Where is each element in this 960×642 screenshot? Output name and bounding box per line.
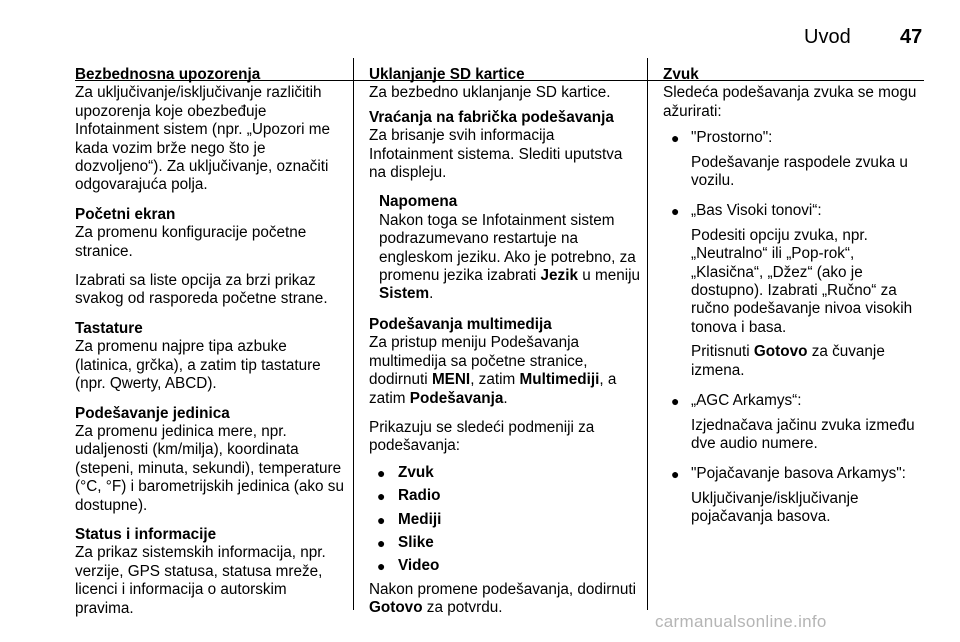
list-item: ● Zvuk [369,464,641,482]
section-text: Za pristup meniju Podešavanja multimedija sa početne stranice, dodirnuti MENI, zatim Multimediji, a zatim Podešavanja. [369,334,617,407]
item-extra: Pritisnuti Gotovo za čuvanje izmena. [691,343,885,379]
watermark: carmanualsonline.info [655,612,827,631]
column-2 [369,66,641,618]
section-text: Za brisanje svih informacija Infotainment sistema. Slediti uputstva na displeju. [369,127,623,182]
section-text: Za promenu najpre tipa azbuke (latinica, grčka), a zatim tip tastature (npr. Qwerty, ABCD). [75,338,321,393]
section-text: Izabrati sa liste opcija za brzi prikaz svakog od rasporeda početne strane. [75,272,328,308]
section-text: Za promenu jedinica mere, npr. udaljenosti (km/milja), koordinata (stepeni, minuta, sekundi), temperature (°C, °F) i barometrijskih jedinica (ako su dostupne). [75,422,344,514]
submenu-intro: Prikazuju se sledeći podmeniji za podešavanja: [369,418,595,455]
list-item [663,129,927,190]
page-header [0,26,960,56]
item-desc: Podešavanje raspodele zvuka u vozilu. [691,153,908,190]
item-title: ● „Bas Visoki tonovi“: [691,202,822,220]
item-title: ● "Prostorno": [691,129,773,147]
section-status-info [75,526,347,618]
sound-settings-list [663,129,927,526]
note-text: Nakon toga se Infotainment sistem podrazumevano restartuje na engleskom jeziku. Ako je potrebno, za promenu jezika izabrati Jezik u meniju Sistem. [379,211,641,303]
section-heading: Bezbednosna upozorenja [75,66,261,83]
section-heading: Uklanjanje SD kartice [369,66,525,83]
closing-text: Nakon promene podešavanja, dodirnuti Gotovo za potvrdu. [369,580,637,617]
section-safety-warnings [75,66,347,195]
list-item [663,465,927,526]
section-text: Sledeća podešavanja zvuka se mogu ažurirati: [663,84,917,120]
section-home-screen-extra [75,272,347,309]
section-multimedia-settings [369,316,641,408]
column-divider [353,58,354,610]
section-heading: Početni ekran [75,205,176,223]
section-heading: Podešavanje jedinica [75,404,230,422]
section-text: Za prikaz sistemskih informacija, npr. verzije, GPS statusa, statusa mreže, licenci i informacija o autorskim pravima. [75,544,326,617]
section-factory-reset [369,109,641,183]
section-sd-card [369,66,641,103]
column-divider [647,58,648,610]
submenu-list [369,464,641,576]
note-box [379,193,641,303]
item-desc: Podesiti opciju zvuka, npr. „Neutralno“ ili „Pop-rok“, „Klasična“, „Džez“ (ako je dostupno). Izabrati „Ručno“ za ručno podešavanje nivoa visokih tonova i basa. [691,226,913,336]
item-title: ● „AGC Arkamys“: [691,392,802,410]
section-keyboards [75,320,347,394]
section-submenus [369,419,641,576]
item-desc: Izjednačava jačinu zvuka između dve audio numere. [691,416,915,452]
section-units [75,405,347,515]
section-home-screen [75,206,347,261]
item-title: ● "Pojačavanje basova Arkamys": [691,465,906,483]
note-heading: Napomena [379,193,458,211]
section-text: Za promenu konfiguracije početne stranice. [75,224,307,260]
list-item [663,392,927,453]
section-heading: Vraćanja na fabrička podešavanja [369,108,614,126]
section-heading: Tastature [75,319,143,337]
section-heading: Zvuk [663,66,699,83]
list-item: ● Slike [369,534,641,552]
list-item [663,202,927,380]
list-item: ● Radio [369,487,641,505]
column-3 [663,66,927,539]
column-1 [75,66,347,618]
section-text: Za uključivanje/isključivanje različitih upozorenja koje obezbeđuje Infotainment sistem (npr. „Upozori me kada vozim brže nego što je dozvoljeno“). Za uključivanje, označiti odgovarajuća polja. [75,84,331,194]
header-title: Uvod [804,26,851,48]
section-text: Za bezbedno uklanjanje SD kartice. [369,84,611,102]
section-heading: Podešavanja multimedija [369,315,552,333]
page-number: 47 [900,26,923,48]
list-item: ● Mediji [369,511,641,529]
item-desc: Uključivanje/isključivanje pojačavanja basova. [691,489,859,526]
list-item: ● Video [369,557,641,575]
section-heading: Status i informacije [75,525,217,543]
